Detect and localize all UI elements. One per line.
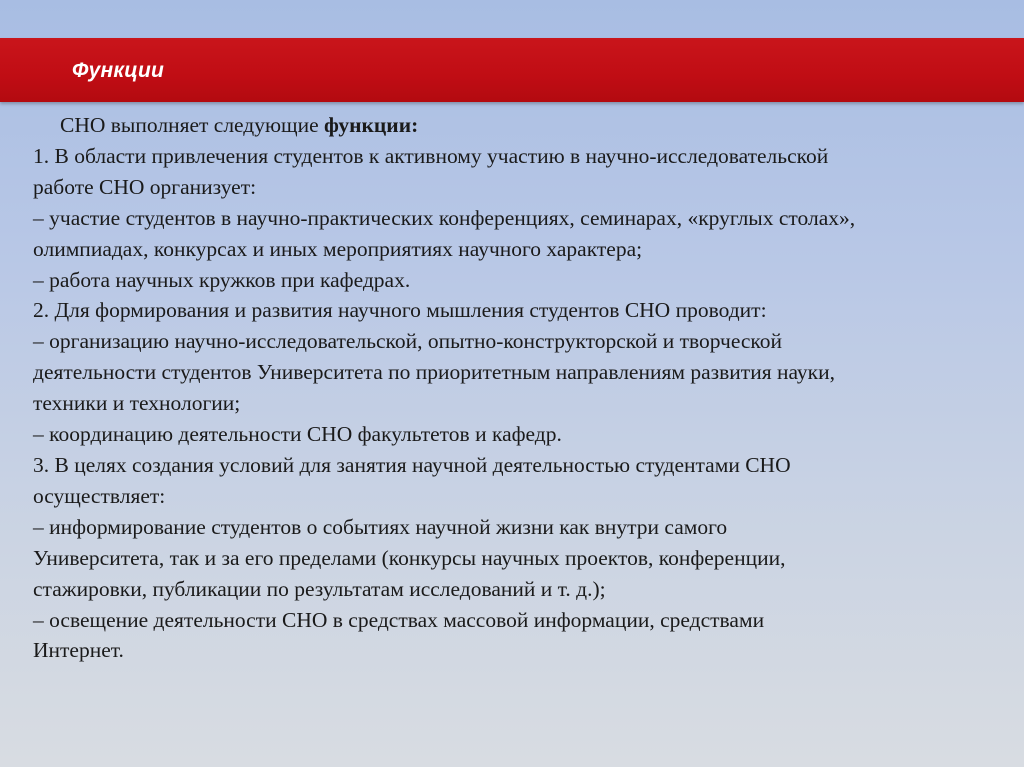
intro-bold: функции: (324, 113, 419, 137)
body-line: – организацию научно-исследовательской, опытно-конструкторской и творческой (33, 329, 783, 354)
body-line: – освещение деятельности СНО в средствах массовой информации, средствами (33, 607, 765, 632)
slide-title: Функции (72, 59, 165, 82)
body-line: 1. В области привлечения студентов к активному участию в научно-исследовательской (33, 143, 829, 168)
body-line: Университета, так и за его пределами (конкурсы научных проектов, конференции, (33, 545, 786, 570)
intro-prefix: СНО выполняет следующие (60, 113, 325, 137)
body-line: стажировки, публикации по результатам исследований и т. д.); (33, 576, 606, 601)
body-line: – участие студентов в научно-практических конференциях, семинарах, «круглых столах», (33, 205, 856, 230)
body-line: – информирование студентов о событиях научной жизни как внутри самого (33, 514, 728, 539)
intro-line (33, 110, 1018, 141)
slide-body (33, 110, 1018, 666)
body-line: работе СНО организует: (33, 174, 257, 199)
body-line: 2. Для формирования и развития научного мышления студентов СНО проводит: (33, 298, 767, 323)
body-line: – работа научных кружков при кафедрах. (33, 267, 411, 292)
title-bar (0, 38, 1024, 102)
body-line: осуществляет: (33, 483, 166, 508)
body-line: 3. В целях создания условий для занятия научной деятельностью студентами СНО (33, 452, 791, 477)
body-line: техники и технологии; (33, 391, 241, 416)
body-line: деятельности студентов Университета по приоритетным направлениям развития науки, (33, 360, 835, 385)
body-line: олимпиадах, конкурсах и иных мероприятиях научного характера; (33, 236, 643, 261)
body-line: Интернет. (33, 638, 124, 663)
body-line: – координацию деятельности СНО факультетов и кафедр. (33, 422, 562, 447)
